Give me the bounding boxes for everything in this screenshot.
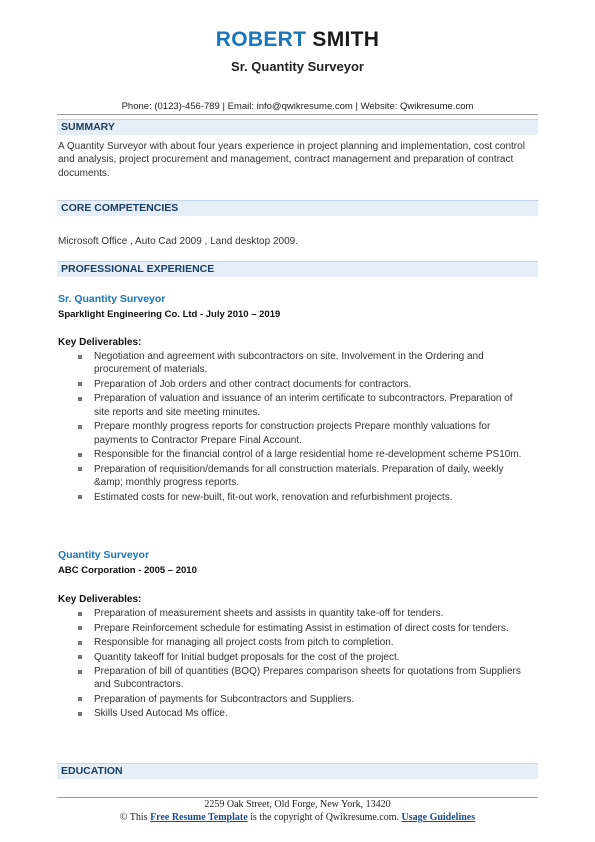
- deliverables-list-2: [58, 607, 528, 722]
- summary-text: A Quantity Surveyor with about four years experience in project planning and implementation, cost control and analysis, project procurement and management, contract management and preparation of contract documents.: [58, 141, 525, 179]
- footer-address: 2259 Oak Street, Old Forge, New York, 13420: [204, 799, 391, 810]
- list-item: [58, 636, 528, 649]
- copyright-icon: ©: [119, 812, 128, 823]
- footer-copyright: [0, 812, 595, 823]
- bullet-icon: [78, 697, 82, 701]
- bullet-icon: [78, 467, 82, 471]
- candidate-name: [0, 28, 595, 52]
- list-item-text: Prepare monthly progress reports for construction projects Prepare monthly valuations for payments to Contractor Prepare Final Account.: [94, 421, 491, 446]
- list-item: [58, 665, 528, 692]
- list-item: [58, 491, 528, 504]
- list-item-text: Skills Used Autocad Ms office.: [94, 708, 228, 720]
- bullet-icon: [78, 397, 82, 401]
- job-title-1: Sr. Quantity Surveyor: [58, 293, 166, 305]
- job-company-2: ABC Corporation - 2005 – 2010: [58, 565, 197, 576]
- section-professional-experience: PROFESSIONAL EXPERIENCE: [57, 261, 538, 277]
- list-item-text: Preparation of measurement sheets and assists in quantity take-off for tenders.: [94, 608, 444, 619]
- section-core-competencies: CORE COMPETENCIES: [57, 200, 538, 216]
- list-item: [58, 378, 528, 391]
- list-item-text: Preparation of requisition/demands for all construction materials. Preparation of daily, weekly &amp; monthly progress reports.: [94, 463, 504, 489]
- list-item: [58, 607, 528, 620]
- list-item-text: Responsible for the financial control of a large residential home re-development scheme PS10m.: [94, 449, 522, 461]
- list-item: [58, 463, 528, 490]
- bullet-icon: [78, 612, 82, 616]
- footer-divider: [57, 797, 538, 798]
- list-item: [58, 622, 528, 635]
- section-education: EDUCATION: [57, 763, 538, 779]
- list-item-text: Preparation of valuation and issuance of an interim certificate to subcontractors. Preparation of site reports and site meeting minutes.: [94, 393, 513, 418]
- list-item: [58, 707, 528, 720]
- list-item-text: Quantity takeoff for Initial budget proposals for the cost of the project.: [94, 651, 400, 663]
- bullet-icon: [78, 453, 82, 457]
- footer-this: This: [129, 812, 148, 823]
- list-item-text: Preparation of Job orders and other contract documents for contractors.: [94, 378, 412, 390]
- competencies-text: Microsoft Office , Auto Cad 2009 , Land desktop 2009.: [58, 236, 298, 247]
- footer-copyright-text: is the copyright of Qwikresume.com.: [250, 812, 400, 823]
- bullet-icon: [78, 382, 82, 386]
- deliverables-list-1: [58, 350, 528, 505]
- list-item: [58, 651, 528, 664]
- list-item: [58, 350, 528, 377]
- list-item: [58, 420, 528, 447]
- list-item: [58, 693, 528, 706]
- usage-guidelines-link[interactable]: Usage Guidelines: [401, 812, 476, 823]
- list-item-text: Preparation of payments for Subcontractors and Suppliers.: [94, 693, 355, 705]
- bullet-icon: [78, 495, 82, 499]
- candidate-title: Sr. Quantity Surveyor: [231, 59, 364, 74]
- contact-line: Phone: (0123)-456-789 | Email: info@qwikresume.com | Website: Qwikresume.com: [121, 101, 474, 112]
- list-item-text: Negotiation and agreement with subcontractors on site. Involvement in the Ordering and procurement of materials.: [94, 351, 484, 376]
- contact-divider: [57, 114, 538, 115]
- bullet-icon: [78, 670, 82, 674]
- resume-header: [0, 28, 595, 74]
- list-item-text: Preparation of bill of quantities (BOQ) Prepares comparison sheets for quotations from Suppliers and Subcontractors.: [94, 666, 521, 691]
- list-item-text: Prepare Reinforcement schedule for estimating Assist in estimation of direct costs for tenders.: [94, 622, 509, 634]
- job-company-1: Sparklight Engineering Co. Ltd - July 2010 – 2019: [58, 309, 281, 320]
- free-resume-template-link[interactable]: Free Resume Template: [150, 812, 248, 823]
- list-item: [58, 448, 528, 461]
- bullet-icon: [78, 641, 82, 645]
- bullet-icon: [78, 655, 82, 659]
- list-item: [58, 392, 528, 419]
- section-summary: SUMMARY: [57, 119, 538, 135]
- bullet-icon: [78, 712, 82, 716]
- bullet-icon: [78, 355, 82, 359]
- bullet-icon: [78, 626, 82, 630]
- list-item-text: Responsible for managing all project costs from pitch to completion.: [94, 637, 394, 648]
- bullet-icon: [78, 425, 82, 429]
- key-deliverables-label-2: Key Deliverables:: [58, 594, 142, 605]
- job-title-2: Quantity Surveyor: [58, 549, 150, 561]
- key-deliverables-label-1: Key Deliverables:: [58, 337, 142, 348]
- last-name: SMITH: [312, 28, 380, 51]
- list-item-text: Estimated costs for new-built, fit-out work, renovation and refurbishment projects.: [94, 491, 453, 503]
- first-name: ROBERT: [215, 28, 307, 51]
